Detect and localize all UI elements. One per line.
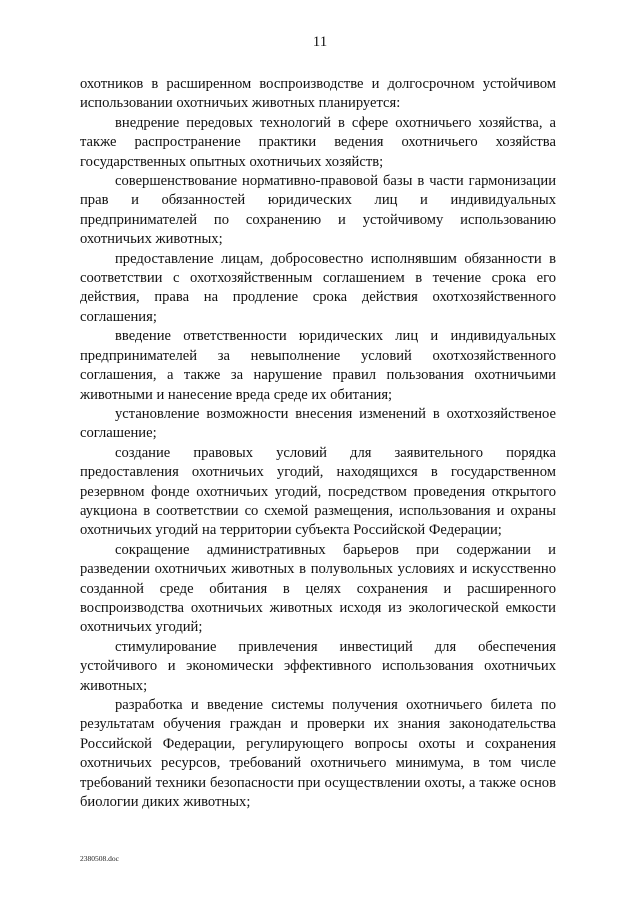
paragraph-2: внедрение передовых технологий в сфере охотничьего хозяйства, а также распространение практики ведения охотничьего хозяйства государственных опытных охотничьих хозяйств; — [80, 114, 556, 170]
file-name-footer: 2380508.doc — [80, 854, 119, 863]
paragraph-6: установление возможности внесения изменений в охотхозяйственое соглашение; — [80, 405, 556, 442]
paragraph-4: предоставление лицам, добросовестно исполнявшим обязанности в соответствии с охотхозяйственным соглашением в течение срока его действия, права на продление срока действия охотхозяйственного соглашения; — [80, 250, 556, 325]
paragraph-3: совершенствование нормативно-правовой базы в части гармонизации прав и обязанностей юридических лиц и индивидуальных предпринимателей по сохранению и устойчивому использованию охотничьих животных; — [80, 173, 556, 248]
paragraph-9: стимулирование привлечения инвестиций для обеспечения устойчивого и экономически эффективного использования охотничьих животных; — [80, 638, 556, 694]
paragraph-10: разработка и введение системы получения охотничьего билета по результатам обучения граждан и проверки их знания законодательства Российской Федерации, регулирующего вопросы охоты и сохранения охотничьих ресурсов, требований охотничьего минимума, в том числе требований техники безопасности при осуществлении охоты, а также основ биологии диких животных; — [80, 697, 556, 811]
paragraph-1: охотников в расширенном воспроизводстве и долгосрочном устойчивом использовании охотничьих животных планируется: — [80, 76, 556, 112]
paragraph-5: введение ответственности юридических лиц и индивидуальных предпринимателей за невыполнение условий охотхозяйственного соглашения, а также за нарушение правил пользования охотничьими животными и нанесение вреда среде их обитания; — [80, 328, 556, 403]
document-body — [80, 75, 556, 812]
paragraph-8: сокращение административных барьеров при содержании и разведении охотничьих животных в полувольных условиях и искусственно созданной среде обитания в целях сохранения и расширенного воспроизводства охотничьих животных исходя из экологической емкости охотничьих угодий; — [80, 541, 556, 636]
page-number: 11 — [312, 34, 328, 50]
paragraph-7: создание правовых условий для заявительного порядка предоставления охотничьих угодий, находящихся в государственном резервном фонде охотничьих угодий, посредством проведения открытого аукциона в соответствии со схемой размещения, использования и охраны охотничьих угодий на территории субъекта Российской Федерации; — [80, 444, 556, 539]
